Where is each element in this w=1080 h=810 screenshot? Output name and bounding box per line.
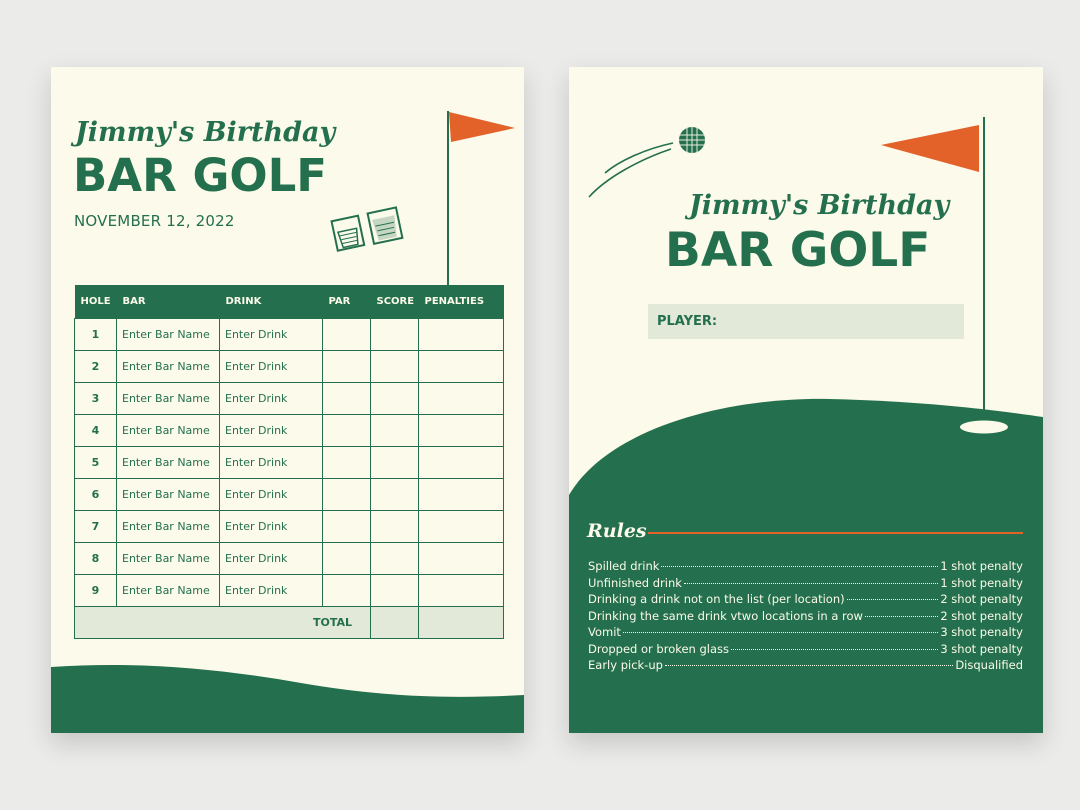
hole-number: 8: [75, 543, 117, 575]
par-field[interactable]: [323, 479, 371, 511]
shot-glasses-icon: [331, 206, 407, 260]
score-field[interactable]: [371, 543, 419, 575]
rule-text: Spilled drink: [588, 559, 660, 573]
bar-name-field[interactable]: Enter Bar Name: [117, 511, 220, 543]
column-header-drink: DRINK: [220, 285, 323, 319]
bar-name-field[interactable]: Enter Bar Name: [117, 575, 220, 607]
hole-number: 3: [75, 383, 117, 415]
page-title: BAR GOLF: [665, 223, 931, 278]
table-row: [75, 543, 504, 575]
rule-penalty: 2 shot penalty: [940, 608, 1023, 623]
table-header-row: [75, 285, 504, 319]
table-row: [75, 479, 504, 511]
rule-penalty: 1 shot penalty: [940, 559, 1023, 573]
rules-page: [569, 67, 1043, 733]
list-item: [588, 559, 1023, 576]
drink-field[interactable]: Enter Drink: [220, 447, 323, 479]
player-label: PLAYER:: [657, 314, 718, 329]
list-item: [588, 658, 1023, 675]
total-penalties-field[interactable]: [419, 607, 504, 639]
rule-text: Vomit: [588, 625, 621, 639]
penalties-field[interactable]: [419, 543, 504, 575]
list-item: [588, 576, 1023, 593]
rule-penalty: 1 shot penalty: [940, 575, 1023, 590]
dot-leader: [847, 599, 939, 600]
rule-penalty: 3 shot penalty: [940, 625, 1023, 639]
bar-name-field[interactable]: Enter Bar Name: [117, 319, 220, 351]
table-row: [75, 319, 504, 351]
score-field[interactable]: [371, 575, 419, 607]
penalties-field[interactable]: [419, 319, 504, 351]
hole-icon: [959, 419, 1009, 435]
rule-penalty: 2 shot penalty: [940, 592, 1023, 606]
bar-name-field[interactable]: Enter Bar Name: [117, 447, 220, 479]
column-header-hole: HOLE: [75, 285, 117, 319]
table-row: [75, 447, 504, 479]
par-field[interactable]: [323, 383, 371, 415]
penalties-field[interactable]: [419, 447, 504, 479]
list-item: [588, 625, 1023, 642]
list-item: [588, 642, 1023, 659]
drink-field[interactable]: Enter Drink: [220, 415, 323, 447]
dot-leader: [665, 665, 953, 666]
drink-field[interactable]: Enter Drink: [220, 511, 323, 543]
bar-name-field[interactable]: Enter Bar Name: [117, 351, 220, 383]
dot-leader: [865, 616, 938, 617]
hole-number: 6: [75, 479, 117, 511]
hole-number: 7: [75, 511, 117, 543]
drink-field[interactable]: Enter Drink: [220, 319, 323, 351]
page-title: BAR GOLF: [73, 149, 328, 202]
penalties-field[interactable]: [419, 415, 504, 447]
penalties-field[interactable]: [419, 479, 504, 511]
score-field[interactable]: [371, 479, 419, 511]
player-field[interactable]: [648, 304, 964, 339]
dot-leader: [623, 632, 938, 633]
score-field[interactable]: [371, 447, 419, 479]
total-label: TOTAL: [75, 607, 371, 639]
drink-field[interactable]: Enter Drink: [220, 479, 323, 511]
penalties-field[interactable]: [419, 511, 504, 543]
rules-divider: [648, 532, 1023, 534]
score-field[interactable]: [371, 351, 419, 383]
rules-list: [588, 559, 1023, 675]
column-header-par: PAR: [323, 285, 371, 319]
drink-field[interactable]: Enter Drink: [220, 543, 323, 575]
column-header-bar: BAR: [117, 285, 220, 319]
list-item: [588, 609, 1023, 626]
par-field[interactable]: [323, 351, 371, 383]
dot-leader: [661, 566, 938, 567]
table-row: [75, 415, 504, 447]
score-table: [74, 285, 504, 639]
penalties-field[interactable]: [419, 351, 504, 383]
score-field[interactable]: [371, 383, 419, 415]
flag-icon: [443, 109, 523, 289]
dot-leader: [731, 649, 938, 650]
score-field[interactable]: [371, 415, 419, 447]
bar-name-field[interactable]: Enter Bar Name: [117, 383, 220, 415]
rule-penalty: 3 shot penalty: [940, 641, 1023, 656]
hole-number: 1: [75, 319, 117, 351]
par-field[interactable]: [323, 511, 371, 543]
rule-text: Unfinished drink: [588, 575, 682, 590]
hole-number: 2: [75, 351, 117, 383]
subtitle: Jimmy's Birthday: [689, 190, 950, 221]
bar-name-field[interactable]: Enter Bar Name: [117, 479, 220, 511]
scorecard-page: [51, 67, 524, 733]
hole-number: 9: [75, 575, 117, 607]
bar-name-field[interactable]: Enter Bar Name: [117, 415, 220, 447]
hole-number: 5: [75, 447, 117, 479]
table-row: [75, 383, 504, 415]
par-field[interactable]: [323, 575, 371, 607]
table-row: [75, 351, 504, 383]
total-row: [75, 607, 504, 639]
green-wave-footer: [51, 663, 524, 733]
hole-number: 4: [75, 415, 117, 447]
par-field[interactable]: [323, 447, 371, 479]
drink-field[interactable]: Enter Drink: [220, 575, 323, 607]
score-field[interactable]: [371, 319, 419, 351]
penalties-field[interactable]: [419, 383, 504, 415]
column-header-score: SCORE: [371, 285, 419, 319]
rule-text: Drinking the same drink vtwo locations in a row: [588, 608, 863, 623]
rule-text: Drinking a drink not on the list (per location): [588, 592, 845, 606]
rules-heading: Rules: [587, 520, 647, 542]
par-field[interactable]: [323, 543, 371, 575]
drink-field[interactable]: Enter Drink: [220, 383, 323, 415]
table-row: [75, 575, 504, 607]
drink-field[interactable]: Enter Drink: [220, 351, 323, 383]
rule-text: Early pick-up: [588, 658, 663, 672]
list-item: [588, 592, 1023, 609]
event-date: NOVEMBER 12, 2022: [74, 212, 235, 230]
total-score-field[interactable]: [371, 607, 419, 639]
score-field[interactable]: [371, 511, 419, 543]
rule-text: Dropped or broken glass: [588, 641, 730, 656]
table-row: [75, 511, 504, 543]
penalties-field[interactable]: [419, 575, 504, 607]
par-field[interactable]: [323, 415, 371, 447]
column-header-penalties: PENALTIES: [419, 285, 504, 319]
subtitle: Jimmy's Birthday: [75, 117, 336, 148]
rule-penalty: Disqualified: [955, 658, 1023, 672]
bar-name-field[interactable]: Enter Bar Name: [117, 543, 220, 575]
par-field[interactable]: [323, 319, 371, 351]
dot-leader: [684, 583, 938, 584]
